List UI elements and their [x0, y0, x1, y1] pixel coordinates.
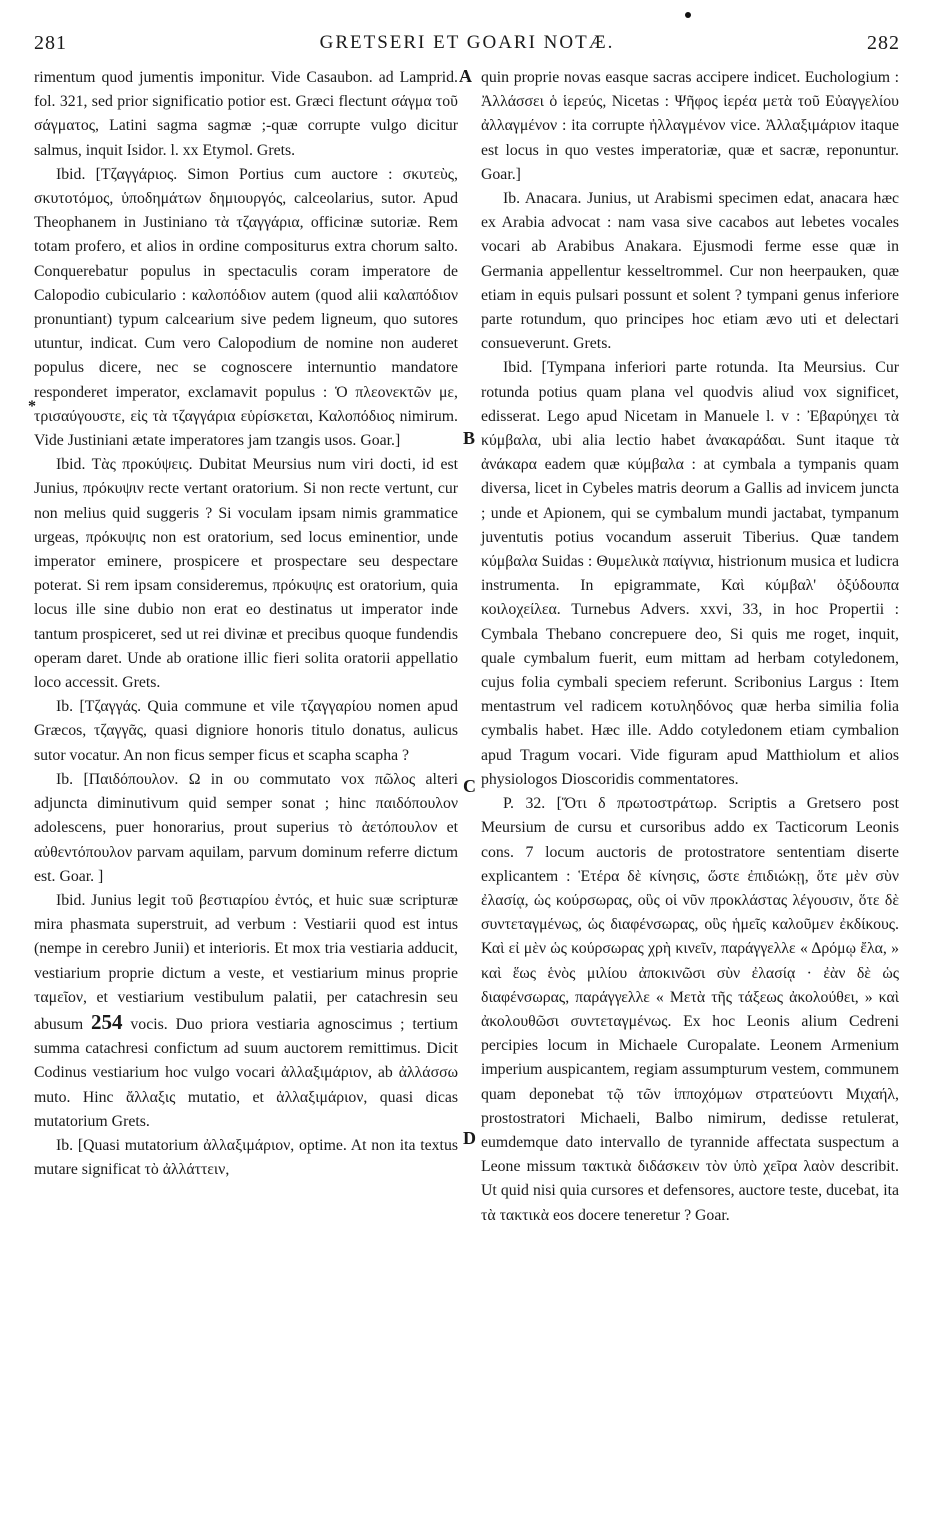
original-page-mark: 254: [91, 1009, 123, 1034]
note-paragraph: Ibid. Τὰς προκύψεις. Dubitat Meursius num viri docti, id est Junius, πρόκυψιν recte vertant oratorium. Si non recte vertunt, cur non melius quid suggeris ? Si voculam ipsam nimis grammatice urgeas, πρόκυψις non est oratorium, sed locus eminentior, unde imperator eminere, prospicere et prospectare seu despectare poterat. Si rem ipsam consideremus, πρόκυψις est oratorium, quia locus ille sine dubio non erat eo destinatus ut imperator inde tantum prospiceret, sed ut rei divinæ et precibus quoque fundendis operam daret. Unde ab oratione illic fieri solita oratorii appellatio loco accessit. Grets.: [34, 456, 458, 692]
note-paragraph: rimentum quod jumentis imponitur. Vide Casaubon. ad Lamprid. fol. 321, sed prior significatio potior est. Græci flectunt σάγμα τοῦ σάγματος, Latini sagma sagmæ ;-quæ corrupte vulgo dicitur salmus, inquit Isidor. l. xx Etymol. Grets.: [34, 69, 458, 159]
note-paragraph: quin proprie novas easque sacras accipere indicet. Euchologium : Ἀλλάσσει ὁ ἱερεύς, Nicetas : Ψῆφος ἱερέα μετὰ τοῦ Εὐαγγελίου ἀλλαγμένον : ita corrupte ἠλλαγμένον vice. Ἀλλαξιμάριον itaque est locus in quo vestes imperatoriæ, quæ et sacræ, reponuntur. Goar.]: [481, 69, 899, 183]
margin-marker-asterisk: *: [28, 398, 36, 415]
note-text: Ibid. Junius legit τοῦ βεστιαρίου ἐντός, et huic suæ scripturæ mira phasmata superstruit, ad verbum : Vestiarii quod est intus (nempe in cerebro Junii) et interioris. Et mox tria vestiaria adducit, vestiarium proprie dictum a veste, et vestiarium minus proprie ταμεῖον, et vestiarium vestibulum palatii, per catachresin seu abusum: [34, 891, 458, 1033]
margin-marker-c: C: [463, 776, 476, 796]
note-text: vocis. Duo priora vestiaria agnoscimus ; tertium summa catachresi confictum ad suum auctorem remittimus. Dicit Codinus vestiarium hoc vulgo vocari ἀλλαξιμάριον, ab ἀλλάσσω muto. Hinc ἄλλαξις mutatio, et ἀλλαξιμάριον, quasi dicas mutatorium Grets.: [34, 1015, 458, 1130]
note-paragraph: Ibid. [Tympana inferiori parte rotunda. Ita Meursius. Cur rotunda potius quam plana vel quodvis aliud vox significet, edisserat. Lego apud Nicetam in Manuele l. v : Ἐβαρύηχει τὰ κύμβαλα, ubi alia lectio habet ἀνακαράδαι. Sunt itaque τὰ ἀνάκαρα eadem quæ κύμβαλα : at cymbala a tympanis quam diversa, licet in Cybeles matris deorum a Gallis ad invicem juncta ; unde et Apionem, qui se cymbalum mundi jactabat, tympanum juventutis potius vocandum asseruit Tiberius. Quæ tandem κύμβαλα Suidas : Θυμελικὰ παίγνια, histrionum musica et ludicra instrumenta. In epigrammate, Καὶ κύμβαλ' ὀξύδουπα κοιλοχείλεα. Turnebus Advers. xxvi, 33, in hoc Propertii : Cymbala Thebano concrepuere deo, Si quis me roget, inquit, quale cymbalum fuerit, eum mittam ad herbam cotyledonem, cujus folia cymbali speciem referunt. Scribonius Largus : Item mentastrum vel radicem κοτυληδόνος quæ herba similia folia cymbalis habet. Hæc ille. Addo cotyledonem etiam cymbalion apud Tragum vocari. Vide figuram apud Matthiolum et alios physiologos Dioscoridis commentatores.: [481, 359, 899, 788]
page-header: [34, 28, 900, 60]
note-paragraph: Ib. [Τζαγγάς. Quia commune et vile τζαγγαρίου nomen apud Græcos, τζαγγᾶς, quasi digniore honoris titulo donatus, aulicus sutor vocatur. An non ficus semper ficus et scapha scapha ?: [34, 698, 458, 764]
note-paragraph: Ibid. [Τζαγγάριος. Simon Portius cum auctore : σκυτεὺς, σκυτοτόμος, ὑποδημάτων δημιουργός, calceolarius, sutor. Apud Theophanem in Justiniano τὰ τζαγγάρια, officinæ sutoriæ. Rem totam profero, et alios in ordine compositurus extra chorum salto. Conquerebatur populus in spectaculis coram imperatore de Calopodio cubiculario : καλοπόδιον autem (quod alii καλαπόδιον pronuntiant) typum calcearium sive pedem ligneum, quo sutores utuntur, indicat. Cum vero Calopodium de nomine non auderet populus dicere, nec se cognoscere internuntio mandatore responderet imperator, exclamavit populus : Ὁ πλεονεκτῶν με, τρισαύγουστε, εἰς τὰ τζαγγάρια εὑρίσκεται, Καλοπόδιος nimirum. Vide Justiniani ætate imperatores jam tzangis usos. Goar.]: [34, 165, 458, 450]
left-page-number: 281: [34, 32, 67, 54]
note-paragraph: P. 32. [Ὅτι δ πρωτοστράτωρ. Scriptis a Gretsero post Meursium de cursu et cursoribus addo ex Tacticorum Leonis cons. 7 locum auctoris de protostratore sententiam diserte explicantem : Ἑτέρα δὲ κίνησις, ὥστε ἐπιδιώκῃ, ὅτε μὲν σὺν ἐλασίᾳ, ὡς κούρσωρας, οὓς οἱ νῦν προκλάστας λέγουσιν, ὅτε δὲ συντεταγμένως, ὡς διαφένσωρας, οὓς ἡμεῖς καλοῦμεν ἐκδίκους. Καὶ εἰ μὲν ὡς κούρσωρας χρὴ κινεῖν, παράγγελλε « Δρόμῳ ἔλα, » καὶ ἕως ἑνὸς μιλίου ἀποκινῶσι σὺν ἐλασίᾳ · ἐὰν δὲ ὡς διαφένσωρας, παράγγελλε « Μετὰ τῆς τάξεως ἀκολούθει, » καὶ ἀκολουθῶσι συντεταγμένως. Ex hoc Leonis alium Cedreni percipies locum in Michaele Curopalate. Leonem Armenium imperium auspicantem, regiam assumpturum vestem, communem quam deponebat τῷ τῶν ἱπποχόμων στρατεύοντι Μιχαήλ, prostostratori Michaeli, Balbo nimirum, dedisse retulerat, eumdemque dato intervallo de tyrannide affectata suspectum a Leone missum τακτικὰ διδάσκειν τὸν ὑπὸ χεῖρα λαὸν describit. Ut quid nisi quia cursores et defensores, auctore teste, ducebat, ita τὰ τακτικὰ eos docere teneretur ? Goar.: [481, 795, 899, 1224]
note-paragraph: [34, 889, 458, 1134]
right-column: [481, 66, 899, 1228]
running-title: GRETSERI ET GOARI NOTÆ.: [319, 32, 615, 53]
margin-marker-d: D: [463, 1128, 476, 1148]
margin-marker-a: A: [459, 66, 472, 86]
note-paragraph: Ib. [Παιδόπουλον. Ω in ου commutato vox πῶλος alteri adjuncta diminutivum quid semper sonat ; hinc παιδόπουλον adolescens, puer honorarius, prout superius τὸ ἀετόπουλον et αὐθεντόπουλον parvam aquilam, parvum dominum referre dictum est. Goar. ]: [34, 770, 458, 885]
left-column: [34, 66, 458, 1182]
margin-marker-b: B: [463, 428, 476, 448]
ink-speck: [685, 12, 691, 18]
note-paragraph: Ib. [Quasi mutatorium ἀλλαξιμάριον, optime. At non ita textus mutare significat τὸ ἀλλάττειν,: [34, 1136, 458, 1179]
note-paragraph: Ib. Anacara. Junius, ut Arabismi specimen edat, anacara hæc ex Arabia advocat : nam vasa sive cacabos aut lebetes vocales vocari ab Arabibus Anakara. Ejusmodi ferme esse quæ in Germania appellentur kesseltrommel. Cur non heerpauken, quæ etiam in equis pulsari possunt et solent ? tympani genus inferiore parte rotundum, quo principes hoc etiam ævo uti et delectari consueverunt. Grets.: [481, 190, 899, 353]
right-page-number: 282: [867, 32, 900, 54]
